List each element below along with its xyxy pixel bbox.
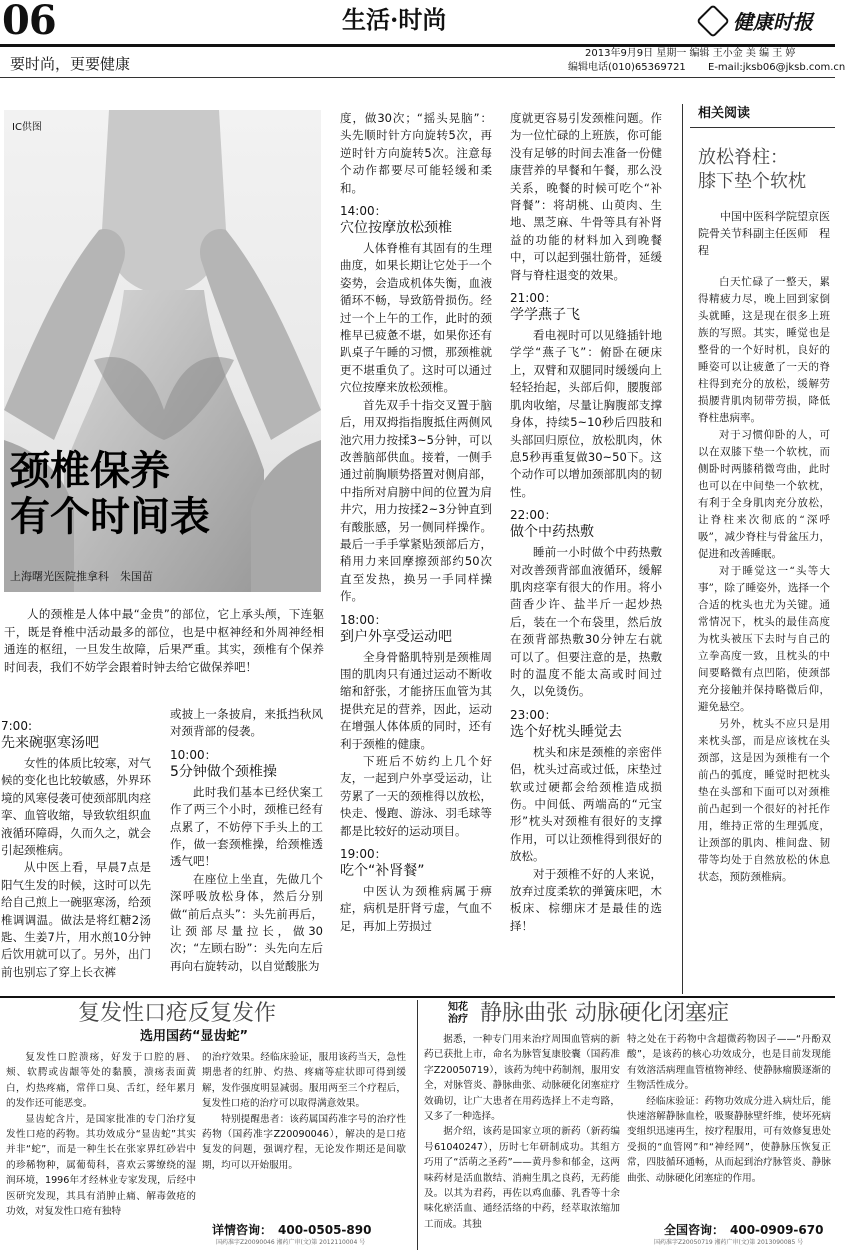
body-paragraph: 女性的体质比较寒，对气候的变化也比较敏感，外界环境的风寒侵袭可使颈部肌肉痉挛、血管收缩，导致软组织血液循环障碍，久而久之，就会引起颈椎病。	[1, 756, 151, 858]
body-paragraph: 此时我们基本已经伏案工作了两三个小时，颈椎已经有点累了，不妨停下手头上的工作，做一套颈椎操，给颈椎透透气吧！	[170, 784, 323, 869]
ad-right	[422, 1000, 835, 1250]
section-time: 10:00：	[170, 747, 217, 762]
section-title: 先来碗驱寒汤吧	[1, 735, 99, 751]
section-title: 吃个“补肾餐”	[340, 863, 425, 880]
ad-left-column-1	[6, 1050, 196, 1220]
ad-paragraph: 据悉，一种专门用来治疗周围血管病的新药已获批上市，命名为脉管复康胶囊（国药准字Z20050719），该药为纯中药制剂，服用安全，对脉管炎、静脉曲张、动脉硬化闭塞症疗效确切，让广大患者在用药选择上不走弯路，又多了一种选择。	[424, 1034, 620, 1123]
section-time: 19:00：	[340, 847, 387, 862]
section-title: 做个中药热敷	[510, 524, 594, 541]
ad-left-hotline: 详情咨询： 400-0505-890	[212, 1223, 372, 1237]
related-headline-line1: 放松脊柱：	[698, 147, 788, 168]
intro-paragraph: 人的颈椎是人体中最“金贵”的部位，它上承头颅，下连躯干，既是脊椎中活动最多的部位，也是中枢神经和外周神经相通连的枢纽，一旦发生故障，后果严重。其实，颈椎有个保养时间表，我们不妨学会跟着时钟去给它做保养吧！	[4, 607, 324, 674]
body-paragraph: 首先双手十指交叉置于脑后，用双拇指指腹抵住两侧风池穴用力按揉3~5分钟，可以改善脑部供血。接着，一侧手通过前胸顺势搭置对侧肩部，中指所对肩膀中间的位置为肩井穴，用力按揉2~3分钟直到有酸胀感，另一侧同样操作。最后一手手掌紧贴颈部后方，稍用力来回摩擦颈部约50次直至发热，换另一手同样操作。	[340, 397, 492, 604]
ad-right-hotline: 全国咨询： 400-0909-670	[664, 1223, 824, 1237]
ad-right-tag	[448, 1002, 468, 1026]
ad-right-title: 静脉曲张 动脉硬化闭塞症	[480, 1001, 729, 1026]
section-time: 22:00：	[510, 508, 557, 523]
body-paragraph: 看电视时可以见缝插针地学学“燕子飞”：俯卧在硬床上，双臂和双腿同时缓缓向上轻轻抬起，头部后仰，腰腹部肌肉收缩，尽量让胸腹部支撑身体，持续5~10秒后四肢和头部回归原位，放松肌肉，休息5秒再重复做30~50下。这个动作可以增加颈部肌肉的韧性。	[510, 328, 662, 499]
newspaper-logo	[701, 6, 813, 35]
section-time: 14:00：	[340, 204, 387, 219]
related-label-rule	[690, 127, 835, 128]
ad-right-tag-line1: 知花	[448, 1002, 468, 1013]
body-paragraph: 在座位上坐直，先做几个深呼吸放松身体，然后分别做“前后点头”：头先前再后，让颈部尽量拉长，做30次；“左顾右盼”：头先向左后再向右旋转动，以自觉酸胀为	[170, 871, 323, 973]
section-time: 18:00：	[340, 612, 387, 627]
ad-left	[0, 1000, 412, 1250]
section-time: 7:00:	[1, 719, 32, 733]
ad-paragraph: 特别提醒患者：该药属国药准字号的治疗性药物（国药准字Z20090046），解决的是口疮复发的问题，强调疗程，无论发作期还是间歇期，均可以开始服用。	[202, 1113, 406, 1171]
section-title: 生活·时尚	[342, 5, 447, 34]
body-paragraph: 下班后不妨约上几个好友，一起到户外享受运动，让劳累了一天的颈椎得以放松，快走、慢跑、游泳、羽毛球等都是比较好的运动项目。	[340, 754, 492, 838]
logo-text: 健康时报	[733, 10, 813, 34]
body-paragraph: 人体脊椎有其固有的生理曲度，如果长期让它处于一个姿势，会造成机体失衡，血液循环不畅，导致筋骨损伤。经过一个上午的工作，此时的颈椎早已疲惫不堪，如果你还有趴桌子午睡的习惯，那颈椎就更不堪重负了。这时可以通过穴位按摩来放松颈椎。	[340, 241, 492, 395]
section-title: 学学燕子飞	[510, 307, 580, 324]
article-column-3	[340, 110, 492, 994]
header-rule-bottom	[0, 77, 835, 78]
related-body	[698, 274, 830, 994]
section-time: 21:00：	[510, 291, 557, 306]
ad-paragraph: 复发性口腔溃疡，好发于口腔的唇、颊、软腭或齿龈等处的黏膜，溃疡表面黄白，灼热疼痛，常伴口臭、舌红，经年累月的发作还可能恶变。	[6, 1052, 196, 1110]
related-headline-line2: 膝下垫个软枕	[698, 171, 806, 192]
ad-paragraph: 据介绍，该药是国家立项的新药（新药编号61040247），历时七年研制成功。其组方巧用了“活萌之圣药”——黄丹参和郁金，这两味药材是活血散结、消痈生肌之良药，无药能及。以其为君药，再佐以鸡血藤、乳香等十余味化瘀活血、通经活络的中药，经萃取浓缩加工而成。其独	[424, 1126, 620, 1230]
related-author-text: 中国中医科学院望京医院骨关节科副主任医师 程 程	[698, 210, 841, 257]
body-paragraph: 或披上一条披肩，来抵挡秋风对颈背部的侵袭。	[170, 707, 323, 739]
ad-right-column-2	[627, 1032, 831, 1218]
article-column-1	[1, 712, 151, 994]
related-author	[698, 208, 841, 259]
related-label: 相关阅读	[698, 106, 751, 121]
body-paragraph: 从中医上看，早晨7点是阳气生发的时候，这时可以先给自己煎上一碗驱寒汤，给颈椎调调温。做法是将红糖2汤匙、生姜7片，用水煎10分钟后饮用就可以了。另外，出门前也别忘了穿上长衣裤	[1, 860, 151, 979]
related-paragraph: 对于习惯仰卧的人，可以在双膝下垫一个软枕，而侧卧时两膝稍微弯曲，此时也可以在中间垫一个软枕，有利于全身肌肉充分放松，让脊柱来次彻底的“深呼吸”，减少脊柱与骨盆压力，促进和改善睡眠。	[698, 429, 830, 560]
date-line: 2013年9月9日 星期一 编辑 王小金 美 编 王 婷	[585, 48, 796, 59]
ad-paragraph: 经临床验证：药物功效成分进入病灶后，能快速溶解静脉血栓，吸聚静脉壁纤维，使坏死病变组织迅速再生，按疗程服用，可有效修复患处受损的“血管网”和“神经网”，使静脉压恢复正常，四肢循环通畅，从而起到治疗脉管炎、静脉曲张、动脉硬化闭塞症的作用。	[627, 1095, 831, 1184]
intro-block	[4, 606, 324, 676]
body-paragraph: 枕头和床是颈椎的亲密伴侣，枕头过高或过低，床垫过软或过硬都会给颈椎造成损伤。中间低、两端高的“元宝形”枕头对颈椎有很好的支撑作用，可以让颈椎得到很好的放松。	[510, 744, 662, 864]
ad-left-approval: 国药准字Z20090046 湘药广审(文)第 2012110004 号	[216, 1239, 366, 1246]
body-paragraph: 中医认为颈椎病属于痹症，病机是肝肾亏虚，气血不足，再加上劳损过	[340, 884, 492, 933]
ad-left-title: 复发性口疮反复发作	[78, 1001, 277, 1026]
photo-credit: IC供图	[12, 122, 42, 133]
section-time: 23:00：	[510, 707, 557, 722]
body-paragraph: 度，做30次；“摇头晃脑”：头先顺时针方向旋转5次，再逆时针方向旋转5次。注意每个动作都要尽可能轻缓和柔和。	[340, 111, 492, 195]
ad-left-column-2	[202, 1050, 406, 1220]
body-paragraph: 对于颈椎不好的人来说，放弃过度柔软的弹簧床吧，木板床、棕绷床才是最佳的选择！	[510, 866, 662, 933]
ad-paragraph: 显齿蛇含片，是国家批准的专门治疗复发性口疮的药物。其功效成分“显齿蛇”其实并非“蛇”，而是一种生长在张家界红砂岩中的珍稀物种，属葡萄科，喜欢云雾缭绕的湿润环境，1996年才经林业专家发现，后经中医研究发现，其具有消肿止痛、解毒敛疮的功效，对复发性口疮有独特	[6, 1113, 196, 1218]
related-paragraph: 白天忙碌了一整天，累得精疲力尽，晚上回到家倒头就睡，这是现在很多上班族的写照。其实，睡觉也是整骨的一个好时机，良好的睡姿可以让疲惫了一天的脊柱得到充分的放松，缓解劳损腰背肌肉韧带劳损，降低脊柱患病率。	[698, 276, 830, 424]
ad-paragraph: 的治疗效果。经临床验证，服用该药当天，急性期患者的红肿、灼热、疼痛等症状即可得到缓解，发作强度明显减弱。服用两至三个疗程后，复发性口疮的治疗可以取得满意效果。	[202, 1052, 406, 1110]
main-headline-line2: 有个时间表	[10, 493, 210, 540]
related-paragraph: 另外，枕头不应只是用来枕头部，而是应该枕在头颈部，这是因为颈椎有一个前凸的弧度，睡觉时把枕头垫在头部和下面可以对颈椎前凸起到一个很好的衬托作用，维持正常的生理弧度，让颈部的肌肉、椎间盘、韧带等均处于自然放松的休息状态，预防颈椎病。	[698, 718, 830, 883]
related-divider	[682, 104, 683, 994]
slogan: 要时尚，更要健康	[10, 55, 131, 73]
feature-photo	[4, 110, 321, 592]
ad-right-tag-line2: 治疗	[448, 1014, 468, 1025]
phone-line: 编辑电话(010)65369721	[568, 62, 686, 73]
email-line: E-mail:jksb06@jksb.com.cn	[708, 62, 845, 73]
ad-paragraph: 特之处在于药物中含超微药物因子——“丹酚双酸”，是该药的核心功效成分，也是目前发现能有效溶活病理血管植物神经、使静脉瘤膜逐渐的生物活性成分。	[627, 1034, 831, 1092]
page-number: 06	[2, 0, 56, 44]
body-paragraph: 全身骨骼肌特别是颈椎周围的肌肉只有通过运动不断收缩和舒张，才能挤压血管为其提供充足的营养，因此，运动在增强人体体质的同时，还有利于颈椎的健康。	[340, 649, 492, 751]
byline: 上海曙光医院推拿科 朱国苗	[10, 570, 153, 583]
ad-left-subtitle: 选用国药“显齿蛇”	[140, 1029, 249, 1044]
article-column-4	[510, 110, 662, 994]
ads-rule	[0, 996, 835, 998]
ads-divider	[417, 1000, 418, 1250]
section-title: 选个好枕头睡觉去	[510, 723, 622, 740]
section-title: 穴位按摩放松颈椎	[340, 220, 452, 237]
body-paragraph: 度就更容易引发颈椎问题。作为一位忙碌的上班族，你可能没有足够的时间去准备一份健康营养的早餐和午餐，那么没关系，晚餐的时候可吃个“补肾餐”：将胡桃、山萸肉、生地、黑芝麻、牛骨等具有补肾益的功能的材料加入到晚餐中，可以起到强壮筋骨，延缓肾与脊柱退变的效果。	[510, 111, 662, 282]
body-paragraph: 睡前一小时做个中药热敷对改善颈背部血液循环，缓解肌肉痉挛有很大的作用。将小茴香少许、盐半斤一起炒热后，装在一个布袋里，然后放在颈背部热敷30分钟左右就可以了。但要注意的是，热敷时的温度不能太高或时间过久，以免烫伤。	[510, 545, 662, 699]
section-title: 到户外享受运动吧	[340, 628, 452, 645]
main-headline-line1: 颈椎保养	[10, 447, 170, 494]
ad-right-column-1	[424, 1032, 620, 1246]
section-title: 5分钟做个颈椎操	[170, 763, 277, 780]
related-paragraph: 对于睡觉这一“头等大事”，除了睡姿外，选择一个合适的枕头也尤为关键。通常情况下，枕头的最佳高度为枕头被压下去时与自己的立拳高度一致，且枕头的中间要略微有点凹陷，使颈部充分接触并保持略微后仰，避免悬空。	[698, 565, 830, 713]
logo-mark-icon	[696, 4, 730, 38]
ad-right-approval: 国药准字Z20050719 湘药广审(文)第 2013090085 号	[654, 1239, 804, 1246]
article-column-2	[170, 706, 323, 994]
